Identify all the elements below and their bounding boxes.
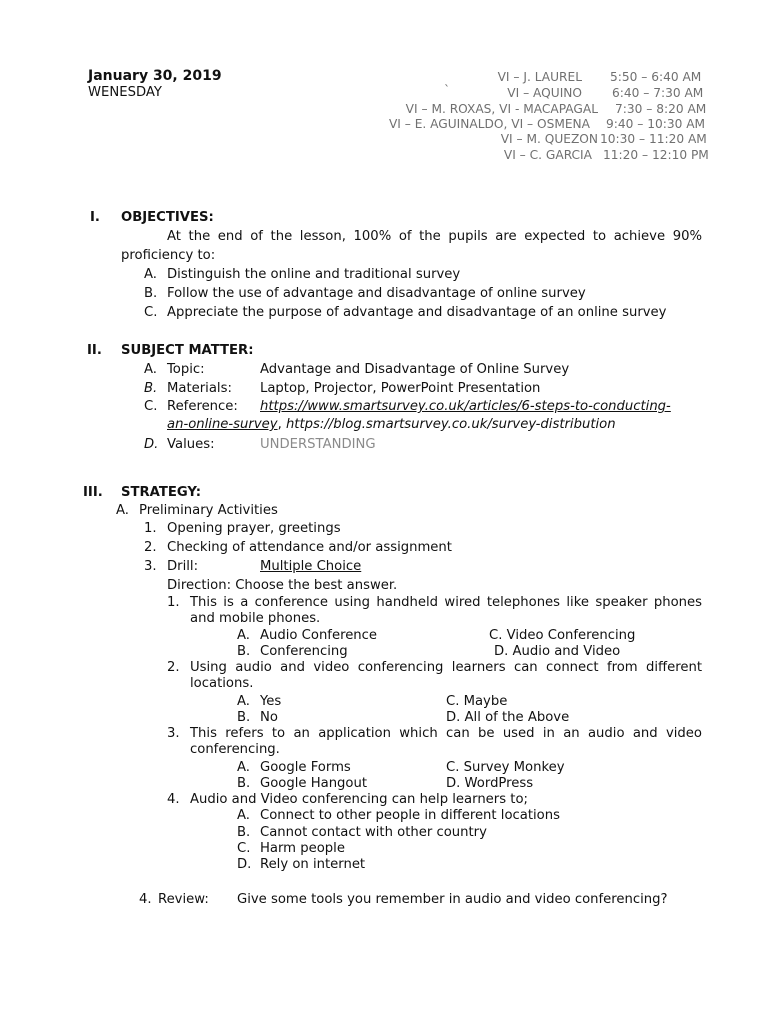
- choice-option: Harm people: [260, 841, 345, 856]
- objective-item: Distinguish the online and traditional survey: [167, 267, 461, 282]
- question-text: This is a conference using handheld wired telephones like speaker phones: [190, 595, 702, 610]
- section-numeral: III.: [83, 485, 103, 500]
- reference-separator: ,: [277, 417, 286, 432]
- schedule-section: VI – AQUINO: [507, 86, 582, 100]
- choice-option: Connect to other people in different locations: [260, 808, 560, 823]
- list-marker: 1.: [144, 521, 157, 536]
- list-marker: A.: [144, 267, 157, 282]
- objectives-heading: OBJECTIVES:: [121, 210, 214, 225]
- choice-option: D. All of the Above: [446, 710, 570, 725]
- schedule-section: VI – E. AGUINALDO, VI – OSMENA: [388, 117, 590, 131]
- choice-letter: A.: [237, 694, 250, 709]
- question-number: 4.: [167, 792, 180, 807]
- activity-item: Checking of attendance and/or assignment: [167, 540, 452, 555]
- schedule-section: VI – J. LAUREL: [497, 70, 582, 84]
- list-marker: A.: [144, 362, 157, 377]
- objective-item: Follow the use of advantage and disadvantage of online survey: [167, 286, 586, 301]
- choice-option: D. Audio and Video: [494, 644, 621, 659]
- question-number: 3.: [167, 726, 180, 741]
- drill-direction: Direction: Choose the best answer.: [167, 578, 398, 593]
- list-marker: C.: [144, 305, 158, 320]
- schedule-section: VI – C. GARCIA: [503, 148, 592, 162]
- subject-matter-heading: SUBJECT MATTER:: [121, 343, 254, 358]
- choice-letter: C.: [237, 841, 251, 856]
- choice-option: No: [260, 710, 278, 725]
- choice-option: Conferencing: [260, 644, 348, 659]
- question-text: Using audio and video conferencing learners can connect from different: [190, 660, 702, 675]
- schedule-time: 7:30 – 8:20 AM: [615, 102, 707, 116]
- question-number: 1.: [167, 595, 180, 610]
- review-text: Give some tools you remember in audio and video conferencing?: [237, 892, 668, 907]
- choice-letter: A.: [237, 808, 250, 823]
- schedule-time: 11:20 – 12:10 PM: [603, 148, 709, 162]
- question-number: 2.: [167, 660, 180, 675]
- choice-option: D. WordPress: [446, 776, 534, 791]
- section-numeral: I.: [90, 210, 100, 225]
- choice-letter: A.: [237, 628, 250, 643]
- objective-item: Appreciate the purpose of advantage and disadvantage of an online survey: [167, 305, 667, 320]
- reference-link[interactable]: https://www.smartsurvey.co.uk/articles/6-steps-to-conducting-: [260, 399, 671, 414]
- list-marker: 4.: [139, 892, 152, 907]
- choice-option: C. Survey Monkey: [446, 760, 565, 775]
- question-text-continued: and mobile phones.: [190, 611, 321, 626]
- list-marker: 3.: [144, 559, 157, 574]
- choice-letter: B.: [237, 776, 251, 791]
- list-marker: B.: [144, 381, 158, 396]
- schedule-time: 5:50 – 6:40 AM: [610, 70, 702, 84]
- list-marker: A.: [116, 503, 129, 518]
- choice-letter: B.: [237, 644, 251, 659]
- drill-label: Drill:: [167, 559, 199, 574]
- list-marker: B.: [144, 286, 158, 301]
- preliminary-activities-title: Preliminary Activities: [139, 503, 278, 518]
- schedule-time: 10:30 – 11:20 AM: [600, 132, 707, 146]
- question-text: Audio and Video conferencing can help learners to;: [190, 792, 528, 807]
- values-label: Values:: [167, 437, 215, 452]
- choice-letter: A.: [237, 760, 250, 775]
- topic-label: Topic:: [167, 362, 205, 377]
- values-value: UNDERSTANDING: [260, 437, 376, 452]
- schedule-time: 9:40 – 10:30 AM: [606, 117, 706, 131]
- choice-option: Rely on internet: [260, 857, 366, 872]
- section-numeral: II.: [87, 343, 102, 358]
- topic-value: Advantage and Disadvantage of Online Survey: [260, 362, 570, 377]
- materials-label: Materials:: [167, 381, 232, 396]
- choice-option: C. Maybe: [446, 694, 508, 709]
- schedule-section: VI – M. ROXAS, VI - MACAPAGAL: [405, 102, 598, 116]
- choice-letter: D.: [237, 857, 252, 872]
- choice-option: Google Forms: [260, 760, 351, 775]
- list-marker: D.: [144, 437, 159, 452]
- choice-option: Cannot contact with other country: [260, 825, 487, 840]
- choice-option: Yes: [260, 694, 282, 709]
- reference-label: Reference:: [167, 399, 238, 414]
- question-text-continued: locations.: [190, 676, 254, 691]
- activity-item: Opening prayer, greetings: [167, 521, 341, 536]
- schedule-time: 6:40 – 7:30 AM: [612, 86, 704, 100]
- objectives-intro: At the end of the lesson, 100% of the pupils are expected to achieve 90%: [167, 229, 702, 244]
- list-marker: C.: [144, 399, 158, 414]
- choice-option: Audio Conference: [260, 628, 378, 643]
- list-marker: 2.: [144, 540, 157, 555]
- lesson-date: January 30, 2019: [88, 68, 222, 84]
- choice-option: Google Hangout: [260, 776, 368, 791]
- materials-value: Laptop, Projector, PowerPoint Presentation: [260, 381, 541, 396]
- stray-mark: `: [444, 83, 451, 97]
- objectives-intro-continued: proficiency to:: [121, 248, 216, 263]
- schedule-section: VI – M. QUEZON: [500, 132, 598, 146]
- reference-link-continued[interactable]: an-online-survey: [167, 417, 278, 432]
- lesson-day: WENESDAY: [88, 85, 162, 100]
- strategy-heading: STRATEGY:: [121, 485, 202, 500]
- reference-links-continued: [167, 417, 616, 433]
- reference-link-2[interactable]: https://blog.smartsurvey.co.uk/survey-distribution: [285, 417, 616, 432]
- choice-option: C. Video Conferencing: [489, 628, 636, 643]
- drill-value: Multiple Choice: [260, 559, 362, 574]
- question-text-continued: conferencing.: [190, 742, 280, 757]
- choice-letter: B.: [237, 825, 251, 840]
- question-text: This refers to an application which can be used in an audio and video: [190, 726, 702, 741]
- review-label: Review:: [158, 892, 209, 907]
- choice-letter: B.: [237, 710, 251, 725]
